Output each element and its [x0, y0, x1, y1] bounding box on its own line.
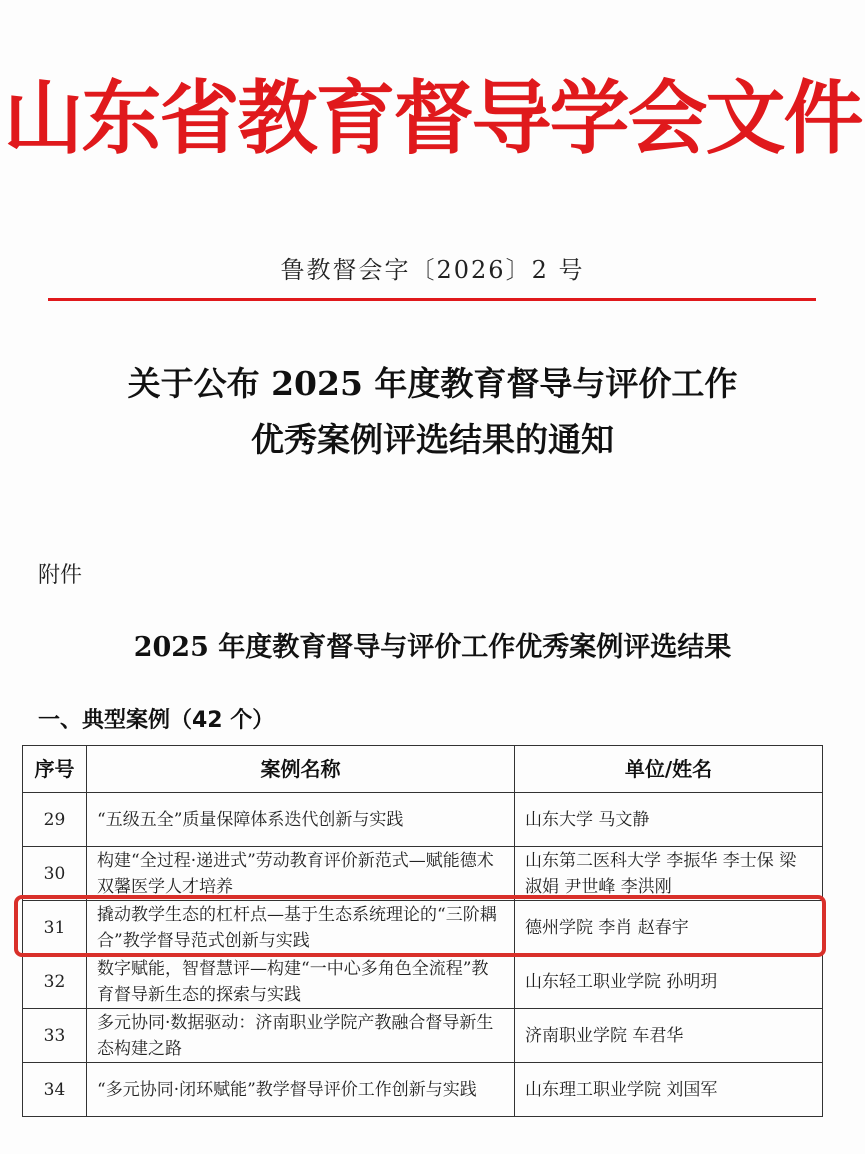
- row-unit-text: 德州学院 李肖 赵春宇: [525, 917, 689, 938]
- row-case-name-text: “多元协同·闭环赋能”教学督导评价工作创新与实践: [97, 1079, 477, 1100]
- row-case-name-text: 构建“全过程·递进式”劳动教育评价新范式—赋能德术双馨医学人才培养: [97, 850, 494, 897]
- row-unit-text: 山东大学 马文静: [525, 809, 650, 830]
- header-case-name: 案例名称: [87, 746, 515, 793]
- row-case-name-text: “五级五全”质量保障体系迭代创新与实践: [97, 809, 404, 830]
- header-serial: 序号: [23, 746, 87, 793]
- row-serial: 31: [23, 901, 87, 955]
- row-case-name-text: 数字赋能，智督慧评—构建“一中心多角色全流程”教育督导新生态的探索与实践: [97, 958, 489, 1005]
- row-case-name: [87, 955, 515, 1009]
- table-row: [23, 847, 823, 901]
- row-case-name: [87, 847, 515, 901]
- table-row: [23, 1063, 823, 1117]
- document-masthead: 山东省教育督导学会文件: [3, 71, 862, 165]
- row-unit: [515, 1063, 823, 1117]
- section-heading: 一、典型案例（42 个）: [38, 708, 275, 733]
- row-unit: [515, 847, 823, 901]
- header-unit-name: 单位/姓名: [515, 746, 823, 793]
- row-unit: [515, 1009, 823, 1063]
- table-row: [23, 1009, 823, 1063]
- row-unit-text: 山东第二医科大学 李振华 李士保 梁淑娟 尹世峰 李洪刚: [525, 850, 797, 897]
- notice-title-line2: 优秀案例评选结果的通知: [251, 420, 614, 459]
- attachment-subtitle: 2025 年度教育督导与评价工作优秀案例评选结果: [133, 632, 732, 663]
- red-divider-line: [48, 298, 816, 301]
- row-case-name: [87, 1063, 515, 1117]
- row-unit: [515, 793, 823, 847]
- row-unit-text: 济南职业学院 车君华: [525, 1025, 684, 1046]
- document-number: 鲁教督会字〔2026〕2 号: [280, 256, 585, 284]
- row-unit-text: 山东轻工职业学院 孙明玥: [525, 971, 718, 992]
- row-case-name: [87, 793, 515, 847]
- attachment-label: 附件: [38, 563, 83, 588]
- row-serial: 33: [23, 1009, 87, 1063]
- row-case-name: [87, 1009, 515, 1063]
- row-unit: [515, 955, 823, 1009]
- notice-title-line1: 关于公布 2025 年度教育督导与评价工作: [127, 364, 738, 403]
- highlight-box-row-31: [14, 895, 826, 957]
- row-serial: 34: [23, 1063, 87, 1117]
- row-case-name-text: 多元协同·数据驱动：济南职业学院产教融合督导新生态构建之路: [97, 1012, 494, 1059]
- row-case-name-text: 撬动教学生态的杠杆点—基于生态系统理论的“三阶耦合”教学督导范式创新与实践: [97, 904, 497, 951]
- table-header-row: [23, 746, 823, 793]
- row-serial: 29: [23, 793, 87, 847]
- row-serial: 32: [23, 955, 87, 1009]
- row-serial: 30: [23, 847, 87, 901]
- table-row: [23, 955, 823, 1009]
- table-row: [23, 793, 823, 847]
- row-unit-text: 山东理工职业学院 刘国军: [525, 1079, 718, 1100]
